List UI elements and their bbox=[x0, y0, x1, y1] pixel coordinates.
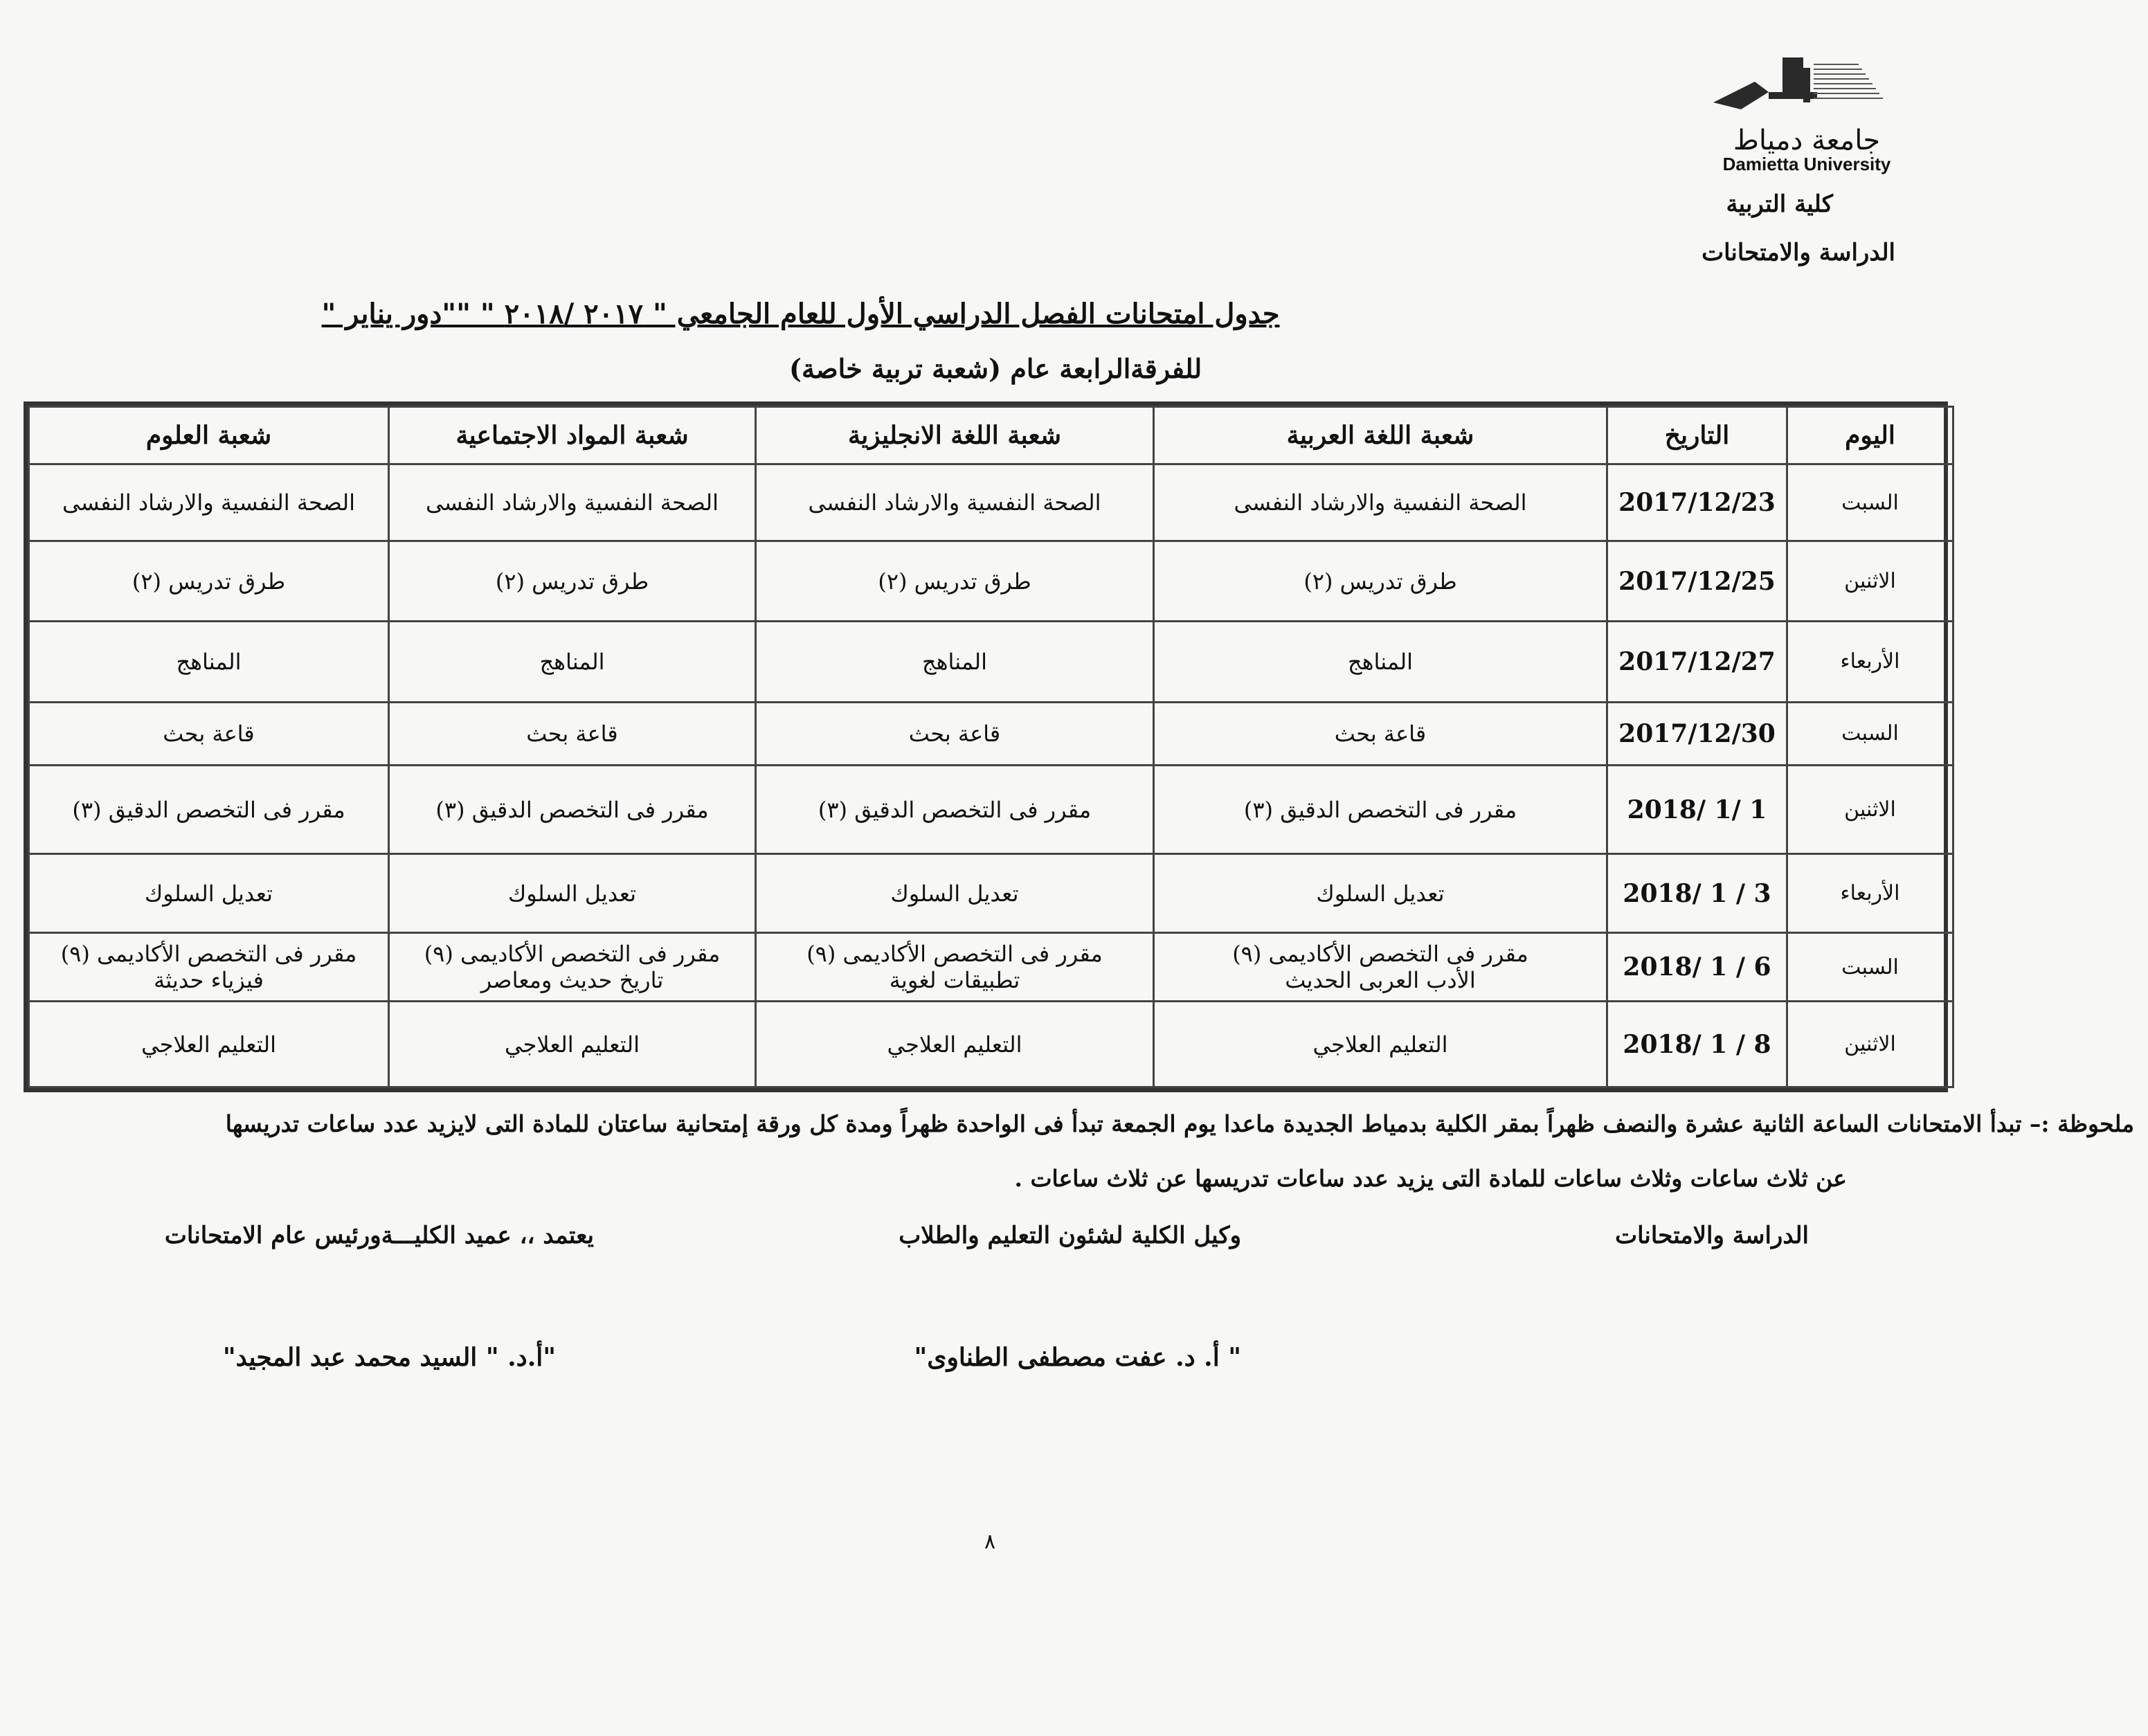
exams-department-title: الدراسة والامتحانات bbox=[1615, 1222, 1809, 1249]
science-cell: قاعة بحث bbox=[29, 702, 389, 765]
header-day: اليوم bbox=[1787, 407, 1953, 464]
header-arabic: شعبة اللغة العربية bbox=[1154, 407, 1607, 464]
arabic-cell: طرق تدريس (٢) bbox=[1154, 541, 1607, 622]
header-science: شعبة العلوم bbox=[29, 407, 389, 464]
science-cell: التعليم العلاجي bbox=[29, 1002, 389, 1087]
note-line-1: ملحوظة :– تبدأ الامتحانات الساعة الثانية عشرة والنصف ظهراً بمقر الكلية بدمياط الجديدة ماعدا يوم الجمعة تبدأ فى الواحدة ظهراً ومدة كل ورقة إمتحانية ساعتان للمادة التى لايزيد عدد ساعات تدريسها bbox=[225, 1110, 2134, 1137]
table-row bbox=[29, 702, 1953, 765]
vice-dean-title: وكيل الكلية لشئون التعليم والطلاب bbox=[899, 1222, 1241, 1249]
exam-schedule-table bbox=[24, 401, 1948, 1092]
date-cell bbox=[1607, 854, 1787, 933]
day-cell: الأربعاء bbox=[1787, 621, 1953, 702]
day-cell: الاثنين bbox=[1787, 1002, 1953, 1087]
table-row bbox=[29, 541, 1953, 622]
social-cell: المناهج bbox=[389, 621, 756, 702]
course-name: مقرر فى التخصص الأكاديمى (٩) bbox=[60, 941, 357, 968]
date-cell bbox=[1607, 932, 1787, 1001]
arabic-cell: المناهج bbox=[1154, 621, 1607, 702]
page-number: ٨ bbox=[984, 1530, 996, 1554]
social-cell: مقرر فى التخصص الدقيق (٣) bbox=[389, 765, 756, 854]
arabic-cell: التعليم العلاجي bbox=[1154, 1002, 1607, 1087]
date-cell bbox=[1607, 541, 1787, 622]
social-cell bbox=[389, 932, 756, 1001]
page-title bbox=[0, 298, 2148, 330]
science-cell: تعديل السلوك bbox=[29, 854, 389, 933]
day-cell: الاثنين bbox=[1787, 541, 1953, 622]
course-name: مقرر فى التخصص الأكاديمى (٩) bbox=[1232, 941, 1528, 968]
science-cell: مقرر فى التخصص الدقيق (٣) bbox=[29, 765, 389, 854]
social-cell: قاعة بحث bbox=[389, 702, 756, 765]
date-text: 2017/12/25 bbox=[1618, 566, 1776, 596]
date-text: 2018/ 1 / 8 bbox=[1623, 1029, 1771, 1059]
course-subtitle: تاريخ حديث ومعاصر bbox=[480, 967, 664, 994]
social-cell: التعليم العلاجي bbox=[389, 1002, 756, 1087]
course-subtitle: الأدب العربى الحديث bbox=[1285, 967, 1476, 994]
social-cell: تعديل السلوك bbox=[389, 854, 756, 933]
table-header-row bbox=[29, 407, 1953, 464]
header-social: شعبة المواد الاجتماعية bbox=[389, 407, 756, 464]
social-cell: الصحة النفسية والارشاد النفسى bbox=[389, 464, 756, 541]
date-text: 2018/ 1 / 6 bbox=[1623, 952, 1771, 982]
day-cell: السبت bbox=[1787, 464, 1953, 541]
date-cell bbox=[1607, 621, 1787, 702]
science-cell bbox=[29, 932, 389, 1001]
arabic-cell: قاعة بحث bbox=[1154, 702, 1607, 765]
course-name: مقرر فى التخصص الأكاديمى (٩) bbox=[806, 941, 1103, 968]
arabic-cell bbox=[1154, 932, 1607, 1001]
english-cell bbox=[756, 932, 1154, 1001]
dean-name: "أ.د. " السيد محمد عبد المجيد" bbox=[222, 1343, 556, 1372]
arabic-cell: مقرر فى التخصص الدقيق (٣) bbox=[1154, 765, 1607, 854]
day-cell: الاثنين bbox=[1787, 765, 1953, 854]
date-text: 2017/12/23 bbox=[1618, 488, 1776, 518]
course-subtitle: تطبيقات لغوية bbox=[889, 967, 1020, 994]
university-name-ar: جامعة دمياط bbox=[1733, 125, 1881, 156]
english-cell: المناهج bbox=[756, 621, 1154, 702]
page-subtitle: للفرقةالرابعة عام (شعبة تربية خاصة) bbox=[789, 353, 1202, 384]
science-cell: المناهج bbox=[29, 621, 389, 702]
vice-dean-name: " أ. د. عفت مصطفى الطناوى" bbox=[914, 1343, 1241, 1372]
date-text: 2017/12/27 bbox=[1618, 647, 1776, 676]
table-row bbox=[29, 854, 1953, 933]
english-cell: التعليم العلاجي bbox=[756, 1002, 1154, 1087]
english-cell: الصحة النفسية والارشاد النفسى bbox=[756, 464, 1154, 541]
university-name-en: Damietta University bbox=[1722, 154, 1891, 174]
date-cell bbox=[1607, 464, 1787, 541]
science-cell: الصحة النفسية والارشاد النفسى bbox=[29, 464, 389, 541]
department-name: الدراسة والامتحانات bbox=[1702, 239, 1895, 266]
header-english: شعبة اللغة الانجليزية bbox=[756, 407, 1154, 464]
date-cell bbox=[1607, 765, 1787, 854]
date-cell bbox=[1607, 1002, 1787, 1087]
english-cell: طرق تدريس (٢) bbox=[756, 541, 1154, 622]
dean-title: يعتمد ،، عميد الكليـــةورئيس عام الامتحانات bbox=[164, 1222, 594, 1249]
english-cell: تعديل السلوك bbox=[756, 854, 1154, 933]
date-text: 2018/ 1 / 3 bbox=[1623, 878, 1771, 908]
note-line-2: عن ثلاث ساعات وثلاث ساعات للمادة التى يزيد عدد ساعات تدريسها عن ثلاث ساعات . bbox=[1014, 1165, 1847, 1192]
day-cell: السبت bbox=[1787, 932, 1953, 1001]
date-cell bbox=[1607, 702, 1787, 765]
table-row bbox=[29, 621, 1953, 702]
day-cell: الأربعاء bbox=[1787, 854, 1953, 933]
date-text: 2018/ 1/ 1 bbox=[1627, 795, 1767, 824]
english-cell: مقرر فى التخصص الدقيق (٣) bbox=[756, 765, 1154, 854]
date-text: 2017/12/30 bbox=[1618, 718, 1776, 748]
social-cell: طرق تدريس (٢) bbox=[389, 541, 756, 622]
arabic-cell: الصحة النفسية والارشاد النفسى bbox=[1154, 464, 1607, 541]
english-cell: قاعة بحث bbox=[756, 702, 1154, 765]
table-row bbox=[29, 464, 1953, 541]
science-cell: طرق تدريس (٢) bbox=[29, 541, 389, 622]
table-row bbox=[29, 1002, 1953, 1087]
faculty-name: كلية التربية bbox=[1726, 190, 1833, 218]
course-subtitle: فيزياء حديثة bbox=[154, 967, 264, 994]
page-title-text: جدول امتحانات الفصل الدراسي الأول للعام الجامعي " ٢٠١٧ /٢٠١٨ " ""دور يناير " bbox=[321, 298, 1280, 330]
day-cell: السبت bbox=[1787, 702, 1953, 765]
course-name: مقرر فى التخصص الأكاديمى (٩) bbox=[424, 941, 721, 968]
header-date: التاريخ bbox=[1607, 407, 1787, 464]
arabic-cell: تعديل السلوك bbox=[1154, 854, 1607, 933]
table-row bbox=[29, 932, 1953, 1001]
table-row bbox=[29, 765, 1953, 854]
